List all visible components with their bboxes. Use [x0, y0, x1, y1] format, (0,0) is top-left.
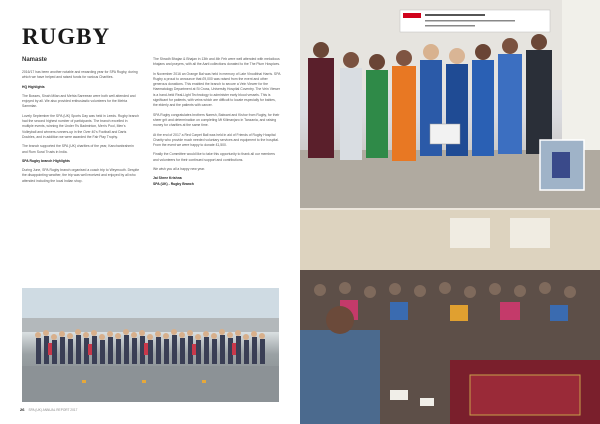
col2-paragraph-4: At the end of 2017 a Red Carpet Ball was held in aid of Friends of Rugby Hospital Charity who provide much needed voluntary services and equipment to the hospital. From the event we were happy to donate £1,500.: [153, 132, 279, 148]
signoff-line-2: SPA (UK) - Rugby Branch: [153, 181, 194, 186]
gathering-photo-illustration: [300, 210, 600, 424]
page-number: 26: [20, 407, 25, 412]
col2-paragraph-1: The Shradh Bhajan & Bhajan in 13th and 4th Feb were well attended with melodious bhajans and prayers, with all the Aarti collections donated to the The Plum Hospices.: [153, 57, 280, 67]
text-column-1: [22, 70, 140, 188]
cheque-photo-illustration: [300, 0, 600, 208]
subtitle-namaste: Namaste: [22, 57, 48, 63]
col2-paragraph-3: SPA Rugby congratulates brothers Naresh, Balwant and Kishor from Rugby, for their sheer grit and determination on completing Mt Kilimanjaro in Tanzania, and raising money for charities at the same time.: [153, 112, 280, 128]
footer-text: SPA (UK) ANNUAL REPORT 2017: [28, 408, 78, 412]
text-column-2: [153, 57, 281, 191]
hq-paragraph-2: Lovely September the SPA (UK) Sports Day was held in Leeds. Rugby branch had the second highest number of participants. The branch excelled in multiple events, winning the Under 9's Badminton, Men's Pool, Men's Volleyball and winners-runners-up in the Over 40's Football and Darts Doubles, and in addition we were awarded the Fair Play Trophy.: [22, 113, 139, 139]
local-highlights-heading: SPA Rugby branch Highlights: [22, 158, 70, 163]
signoff-line-1: Jai Shree Krishna: [153, 176, 182, 181]
page-title: RUGBY: [22, 24, 111, 49]
right-page: [300, 0, 600, 424]
col2-paragraph-6: We wish you all a happy new year.: [153, 167, 205, 172]
local-paragraph-1: During June, SPA Rugby branch organised a coach trip to Weymouth. Despite the disappointing weather, the trip was well received and enjoyed by all who attended including the local Indian shop.: [22, 168, 140, 183]
cheque-presentation-photo: [300, 0, 600, 208]
col2-paragraph-2: In November 2016 an Orange Bal was held in memory of Late Vinodbhai Harris. SPA Rugby a proud to announce that £9,000 was raised from the event and other generous donations. This enabled the branch to secure a Vein Viewer for the Haematology Department at St Cross, University Hospital Coventry. The Vein Viewer is a hand-held Real-Light Technology to administer early blood vessels. This is significant for patients, with veins which are difficult to locate especially for babies, the elderly and the patients with cancer.: [153, 71, 281, 108]
hq-paragraph-1: The Bosses, Sinah Milan and Mehta Sareeean were both well attended and enjoyed by all. We also provided enthusiastic volunteers for the Mehta Sammlan.: [22, 93, 136, 109]
hq-paragraph-3: The branch supported the SPA (UK) charities of the year, Kanchanbrahmin and Rum Surai Trusts in India.: [22, 144, 134, 154]
group-photo-illustration: [22, 288, 279, 402]
page-footer: [20, 407, 77, 412]
group-trip-photo: [22, 288, 279, 402]
col2-paragraph-5: Finally the Committee would like to take this opportunity to thank all our members and volunteers for their continued support and contributions.: [153, 152, 275, 162]
hq-highlights-heading: HQ Highlights: [22, 84, 45, 89]
intro-paragraph: 2016/17 has been another notable and rewarding year for SPA Rugby, during which we have helped and raised funds for various Charities.: [22, 70, 138, 80]
community-gathering-photo: [300, 210, 600, 424]
